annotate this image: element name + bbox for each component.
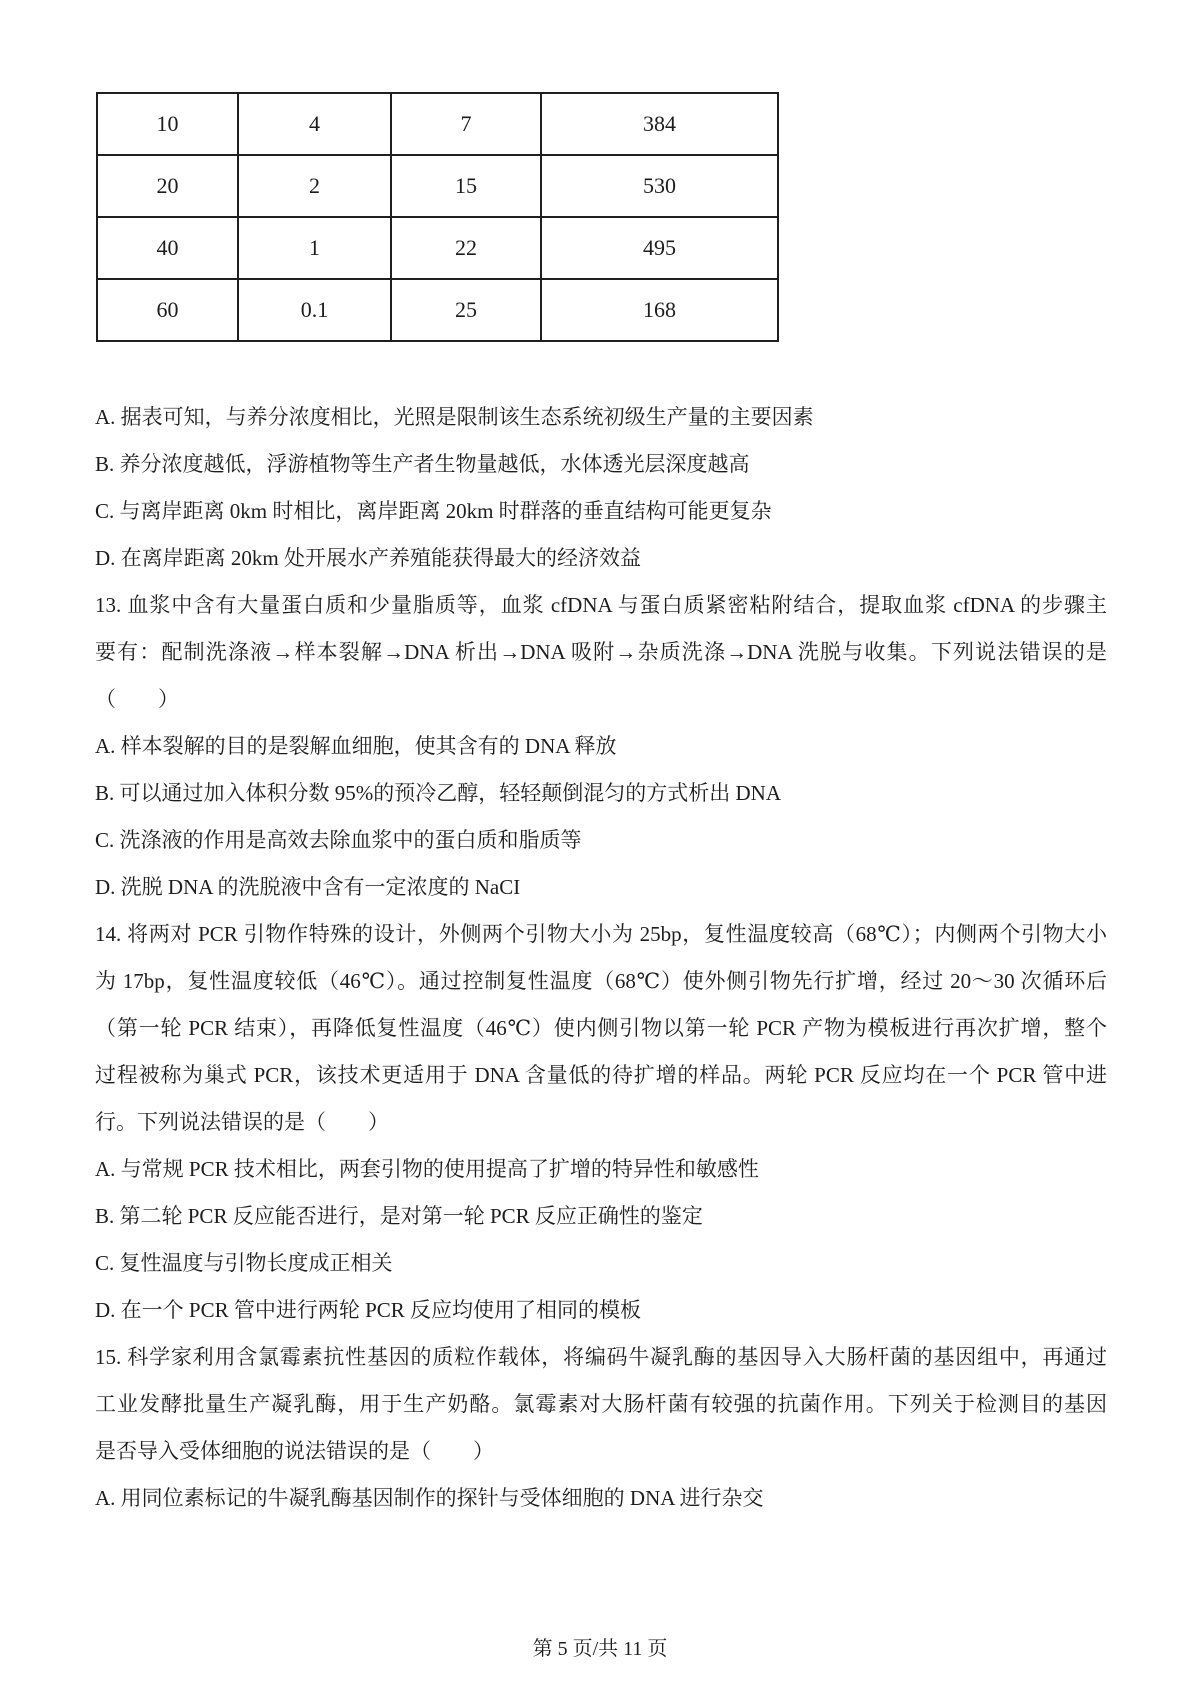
- question-15-stem-line: 工业发酵批量生产凝乳酶，用于生产奶酪。氯霉素对大肠杆菌有较强的抗菌作用。下列关于检测目的基因: [95, 1392, 1107, 1416]
- question-15-stem-line: 15. 科学家利用含氯霉素抗性基因的质粒作载体，将编码牛凝乳酶的基因导入大肠杆菌的基因组中，再通过: [95, 1345, 1107, 1369]
- table-row: [97, 217, 778, 279]
- table-cell: 60: [97, 279, 238, 341]
- table-cell: 15: [391, 155, 541, 217]
- table-cell: 10: [97, 93, 238, 155]
- question-14-stem-line: 过程被称为巢式 PCR，该技术更适用于 DNA 含量低的待扩增的样品。两轮 PCR 反应均在一个 PCR 管中进: [95, 1063, 1107, 1087]
- question-14-option-d: D. 在一个 PCR 管中进行两轮 PCR 反应均使用了相同的模板: [95, 1298, 642, 1322]
- question-12-option-d: D. 在离岸距离 20km 处开展水产养殖能获得最大的经济效益: [95, 546, 641, 570]
- data-table: [96, 92, 779, 342]
- question-12-option-b: B. 养分浓度越低，浮游植物等生产者生物量越低，水体透光层深度越高: [95, 452, 750, 476]
- question-15-stem-line: 是否导入受体细胞的说法错误的是（ ）: [95, 1439, 494, 1463]
- question-13-option-a: A. 样本裂解的目的是裂解血细胞，使其含有的 DNA 释放: [95, 734, 617, 758]
- table-cell: 4: [238, 93, 391, 155]
- question-14-option-a: A. 与常规 PCR 技术相比，两套引物的使用提高了扩增的特异性和敏感性: [95, 1157, 759, 1181]
- table-row: [97, 279, 778, 341]
- question-15-option-a: A. 用同位素标记的牛凝乳酶基因制作的探针与受体细胞的 DNA 进行杂交: [95, 1486, 764, 1510]
- table-row: [97, 93, 778, 155]
- question-12-option-c: C. 与离岸距离 0km 时相比，离岸距离 20km 时群落的垂直结构可能更复杂: [95, 499, 772, 523]
- table-row: [97, 155, 778, 217]
- question-14-stem-line: 行。下列说法错误的是（ ）: [95, 1110, 389, 1134]
- question-14-stem-line: 14. 将两对 PCR 引物作特殊的设计，外侧两个引物大小为 25bp，复性温度较高（68℃）；内侧两个引物大小: [95, 922, 1107, 946]
- table-cell: 1: [238, 217, 391, 279]
- table-cell: 0.1: [238, 279, 391, 341]
- question-12-option-a: A. 据表可知，与养分浓度相比，光照是限制该生态系统初级生产量的主要因素: [95, 405, 814, 429]
- table-cell: 20: [97, 155, 238, 217]
- table-cell: 25: [391, 279, 541, 341]
- question-13-answer-blank: （ ）: [95, 687, 179, 711]
- table-cell: 22: [391, 217, 541, 279]
- page-footer: 第 5 页/共 11 页: [532, 1638, 668, 1660]
- question-13-option-d: D. 洗脱 DNA 的洗脱液中含有一定浓度的 NaCI: [95, 875, 521, 899]
- question-13-stem-line: 13. 血浆中含有大量蛋白质和少量脂质等，血浆 cfDNA 与蛋白质紧密粘附结合，提取血浆 cfDNA 的步骤主: [95, 593, 1107, 617]
- table-cell: 530: [541, 155, 778, 217]
- question-14-option-b: B. 第二轮 PCR 反应能否进行，是对第一轮 PCR 反应正确性的鉴定: [95, 1204, 703, 1228]
- table-cell: 40: [97, 217, 238, 279]
- table-cell: 2: [238, 155, 391, 217]
- question-13-option-b: B. 可以通过加入体积分数 95%的预冷乙醇，轻轻颠倒混匀的方式析出 DNA: [95, 781, 781, 805]
- question-14-stem-line: 为 17bp，复性温度较低（46℃）。通过控制复性温度（68℃）使外侧引物先行扩增，经过 20～30 次循环后: [95, 969, 1107, 993]
- question-14-option-c: C. 复性温度与引物长度成正相关: [95, 1251, 393, 1275]
- table-cell: 495: [541, 217, 778, 279]
- question-text-block: [95, 394, 1107, 1522]
- question-13-option-c: C. 洗涤液的作用是高效去除血浆中的蛋白质和脂质等: [95, 828, 582, 852]
- question-13-stem-line: 要有：配制洗涤液→样本裂解→DNA 析出→DNA 吸附→杂质洗涤→DNA 洗脱与收集。下列说法错误的是: [95, 640, 1107, 664]
- table-cell: 168: [541, 279, 778, 341]
- table-cell: 384: [541, 93, 778, 155]
- table-cell: 7: [391, 93, 541, 155]
- question-14-stem-line: （第一轮 PCR 结束），再降低复性温度（46℃）使内侧引物以第一轮 PCR 产物为模板进行再次扩增，整个: [95, 1016, 1107, 1040]
